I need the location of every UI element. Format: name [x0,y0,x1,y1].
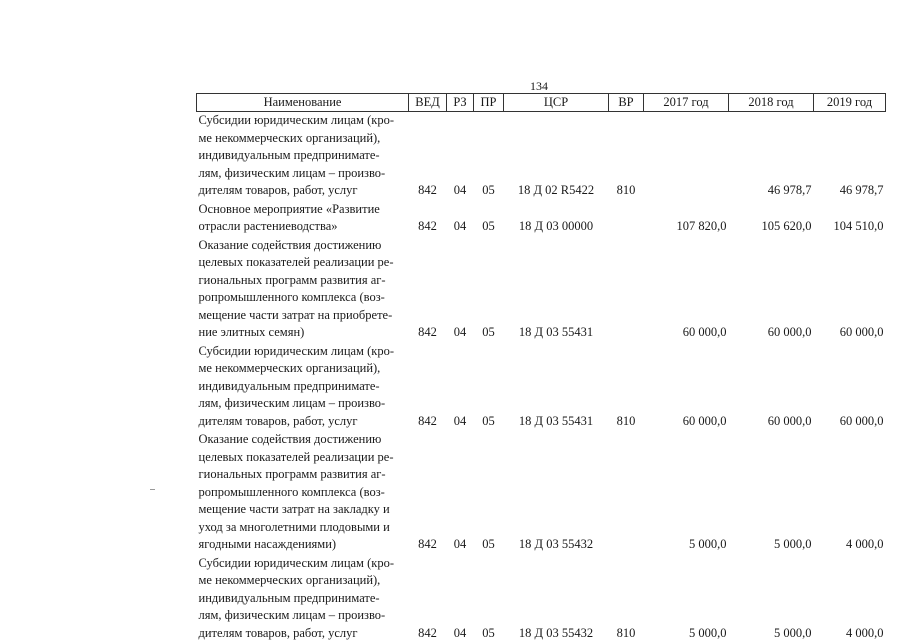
row-csr: 18 Д 03 55432 [504,555,609,643]
row-name-line: дителям товаров, работ, услуг [199,625,407,643]
row-name [197,431,409,555]
table-row [197,555,886,643]
row-name-line: ние элитных семян) [199,324,407,342]
row-rz: 04 [447,112,474,201]
row-name-line: Основное мероприятие «Развитие [199,201,407,219]
row-name-line: дителям товаров, работ, услуг [199,413,407,431]
header-csr: ЦСР [504,94,609,112]
row-csr: 18 Д 03 00000 [504,201,609,237]
table-body [197,112,886,643]
row-ved: 842 [409,237,447,343]
row-name-line: лям, физическим лицам – произво- [199,607,407,625]
row-2019: 104 510,0 [814,201,886,237]
row-rz: 04 [447,431,474,555]
row-2018: 105 620,0 [729,201,814,237]
row-name-line: ме некоммерческих организаций), [199,572,407,590]
row-name-line: целевых показателей реализации ре- [199,449,407,467]
row-name-line: гиональных программ развития аг- [199,272,407,290]
row-2018: 5 000,0 [729,431,814,555]
row-vr [609,237,644,343]
row-2019: 60 000,0 [814,237,886,343]
row-pr: 05 [474,431,504,555]
row-2019: 46 978,7 [814,112,886,201]
row-pr: 05 [474,112,504,201]
row-name [197,201,409,237]
header-2019: 2019 год [814,94,886,112]
row-ved: 842 [409,343,447,432]
row-rz: 04 [447,201,474,237]
row-name-line: ме некоммерческих организаций), [199,130,407,148]
row-pr: 05 [474,343,504,432]
page-number: 134 [530,79,548,94]
row-2017: 5 000,0 [644,431,729,555]
header-pr: ПР [474,94,504,112]
row-ved: 842 [409,555,447,643]
row-vr [609,431,644,555]
row-vr: 810 [609,343,644,432]
row-2019: 4 000,0 [814,431,886,555]
row-rz: 04 [447,343,474,432]
row-name-line: ропромышленного комплекса (воз- [199,484,407,502]
table-row [197,112,886,201]
header-row [197,94,886,112]
row-name-line: Субсидии юридическим лицам (кро- [199,343,407,361]
row-2019: 60 000,0 [814,343,886,432]
row-vr: 810 [609,112,644,201]
table-row [197,201,886,237]
row-name-line: ме некоммерческих организаций), [199,360,407,378]
row-vr: 810 [609,555,644,643]
row-name-line: индивидуальным предпринимате- [199,147,407,165]
row-2018: 5 000,0 [729,555,814,643]
row-name-line: дителям товаров, работ, услуг [199,182,407,200]
scan-mark [150,489,155,490]
row-name-line: отрасли растениеводства» [199,218,407,236]
row-name [197,343,409,432]
row-ved: 842 [409,431,447,555]
row-name-line: целевых показателей реализации ре- [199,254,407,272]
row-pr: 05 [474,237,504,343]
header-vr: ВР [609,94,644,112]
table-row [197,431,886,555]
row-name-line: Оказание содействия достижению [199,237,407,255]
row-csr: 18 Д 03 55432 [504,431,609,555]
row-csr: 18 Д 03 55431 [504,237,609,343]
row-pr: 05 [474,555,504,643]
row-name-line: индивидуальным предпринимате- [199,378,407,396]
table-row [197,237,886,343]
row-name [197,555,409,643]
row-ved: 842 [409,201,447,237]
header-2017: 2017 год [644,94,729,112]
row-name-line: ягодными насаждениями) [199,536,407,554]
row-vr [609,201,644,237]
row-2018: 60 000,0 [729,343,814,432]
row-name-line: мещение части затрат на закладку и [199,501,407,519]
budget-table [196,93,886,643]
row-csr: 18 Д 03 55431 [504,343,609,432]
row-name-line: индивидуальным предпринимате- [199,590,407,608]
header-ved: ВЕД [409,94,447,112]
row-name-line: ропромышленного комплекса (воз- [199,289,407,307]
row-name-line: Субсидии юридическим лицам (кро- [199,112,407,130]
row-2017: 60 000,0 [644,343,729,432]
header-name: Наименование [197,94,409,112]
row-2017: 107 820,0 [644,201,729,237]
row-csr: 18 Д 02 R5422 [504,112,609,201]
row-pr: 05 [474,201,504,237]
row-name-line: лям, физическим лицам – произво- [199,395,407,413]
row-2019: 4 000,0 [814,555,886,643]
table-row [197,343,886,432]
row-name-line: Оказание содействия достижению [199,431,407,449]
row-name [197,112,409,201]
row-name-line: гиональных программ развития аг- [199,466,407,484]
row-rz: 04 [447,555,474,643]
row-2017 [644,112,729,201]
row-name-line: мещение части затрат на приобрете- [199,307,407,325]
row-2018: 60 000,0 [729,237,814,343]
row-name-line: Субсидии юридическим лицам (кро- [199,555,407,573]
header-rz: РЗ [447,94,474,112]
row-name-line: уход за многолетними плодовыми и [199,519,407,537]
row-2017: 5 000,0 [644,555,729,643]
row-name [197,237,409,343]
row-2018: 46 978,7 [729,112,814,201]
row-name-line: лям, физическим лицам – произво- [199,165,407,183]
row-rz: 04 [447,237,474,343]
row-ved: 842 [409,112,447,201]
row-2017: 60 000,0 [644,237,729,343]
header-2018: 2018 год [729,94,814,112]
